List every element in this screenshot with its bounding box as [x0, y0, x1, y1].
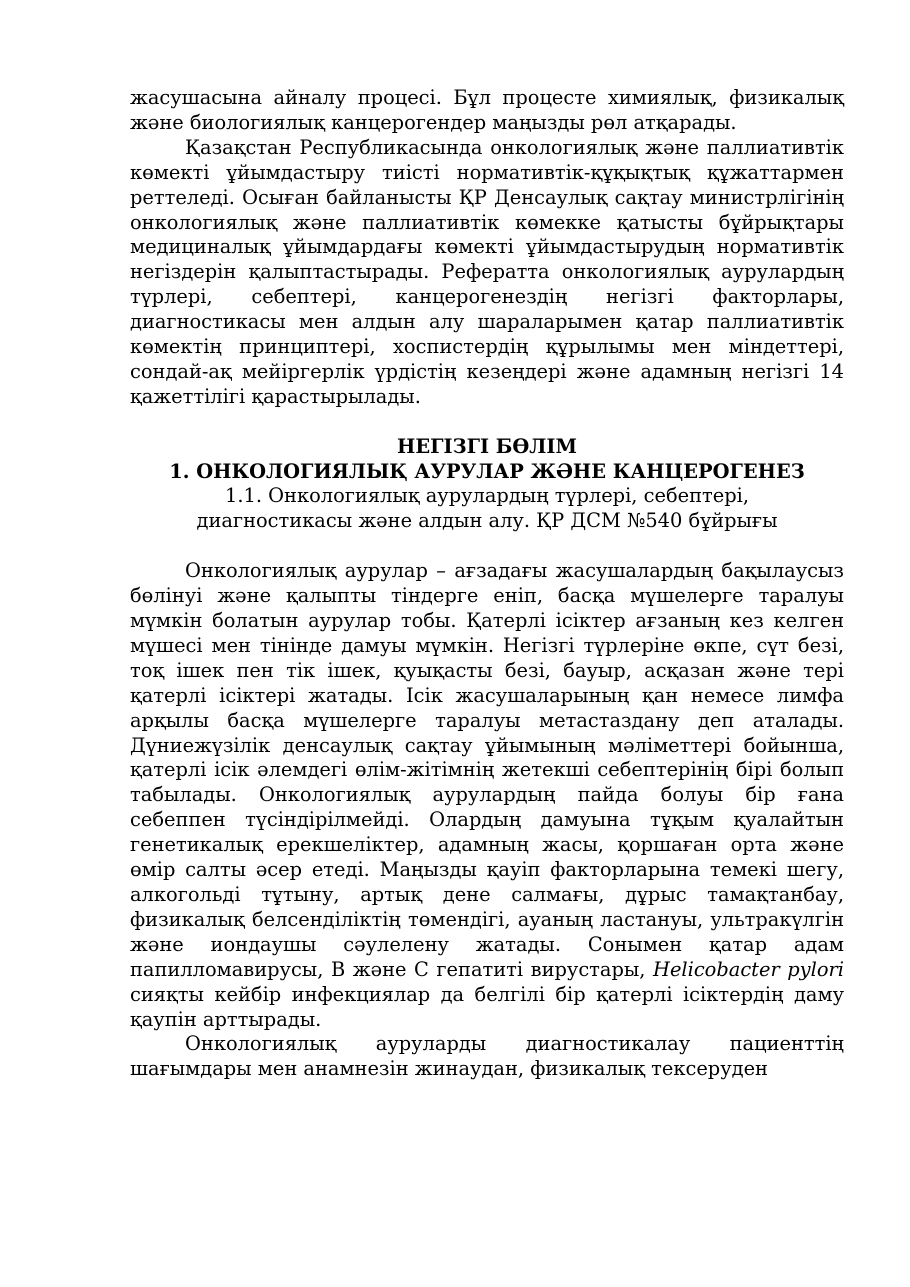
spacer [130, 410, 844, 435]
subsection-title-line2: диагностикасы және алдын алу. ҚР ДСМ №540 бұйрығы [196, 509, 778, 533]
spacer [130, 534, 844, 559]
body-text: Онкологиялық аурулар – ағзадағы жасушалардың бақылаусыз бөлінуі және қалыпты тіндерге еніп, басқа мүшелерге таралуы мүмкін болатын аурулар тобы. Қатерлі ісіктер ағзаның кез келген мүшесі мен тінінде дамуы мүмкін. Негізгі түрлеріне өкпе, сүт безі, тоқ ішек пен тік ішек, қуықасты безі, бауыр, асқазан және тері қатерлі ісіктері жатады. Ісік жасушаларының қан немесе лимфа арқылы басқа мүшелерге таралуы метастаздану деп аталады. Дүниежүзілік денсаулық сақтау ұйымының мәліметтері бойынша, қатерлі ісік әлемдегі өлім-жітімнің жетекші себептерінің бірі болып табылады. Онкологиялық аурулардың пайда болуы бір ғана себеппен түсіндірілмейді. Олардың дамуына тұқым қуалайтын генетикалық ерекшеліктер, адамның жасы, қоршаған орта және өмір салты әсер етеді. Маңызды қауіп факторларына темекі шегу, алкогольді тұтыну, артық дене салмағы, дұрыс тамақтанбау, физикалық белсенділіктің төмендігі, ауаның ластануы, ультракүлгін және иондаушы сәулелену жатады. Сонымен қатар адам папилломавирусы, В және С гепатиті вирустары, [130, 559, 844, 981]
body-paragraph-diagnostics: Онкологиялық ауруларды диагностикалау пациенттің шағымдары мен анамнезін жинаудан, физикалық тексеруден [130, 1032, 844, 1081]
document-page [130, 86, 844, 1082]
subsection-title-line1: 1.1. Онкологиялық аурулардың түрлері, себептері, [224, 484, 750, 508]
chapter-title: 1. ОНКОЛОГИЯЛЫҚ АУРУЛАР ЖӘНЕ КАНЦЕРОГЕНЕЗ [169, 459, 805, 483]
body-text-end: сияқты кейбір инфекциялар да белгілі бір қатерлі ісіктердің даму қаупін арттырады. [130, 982, 844, 1031]
section-heading: НЕГІЗГІ БӨЛІМ [397, 434, 577, 458]
body-paragraph [130, 559, 844, 1032]
italic-term: Helicobacter pylori [653, 957, 844, 981]
intro-paragraph-continuation: жасушасына айналу процесі. Бұл процесте химиялық, физикалық және биологиялық канцерогендер маңызды рөл атқарады. [130, 86, 844, 134]
intro-paragraph: Қазақстан Республикасында онкологиялық және паллиативтік көмекті ұйымдастыру тиісті нормативтік-құқықтық құжаттармен реттеледі. Осыған байланысты ҚР Денсаулық сақтау министрлігінің онкологиялық және паллиативтік көмекке қатысты бұйрықтары медициналық ұйымдардағы көмекті ұйымдастырудың нормативтік негіздерін қалыптастырады. Рефератта онкологиялық аурулардың түрлері, себептері, канцерогенездің негізгі факторлары, диагностикасы мен алдын алу шараларымен қатар паллиативтік көмектің принциптері, хоспистердің құрылымы мен міндеттері, сондай-ақ мейіргерлік үрдістің кезеңдері және адамның негізгі 14 қажеттілігі қарастырылады. [130, 135, 844, 408]
